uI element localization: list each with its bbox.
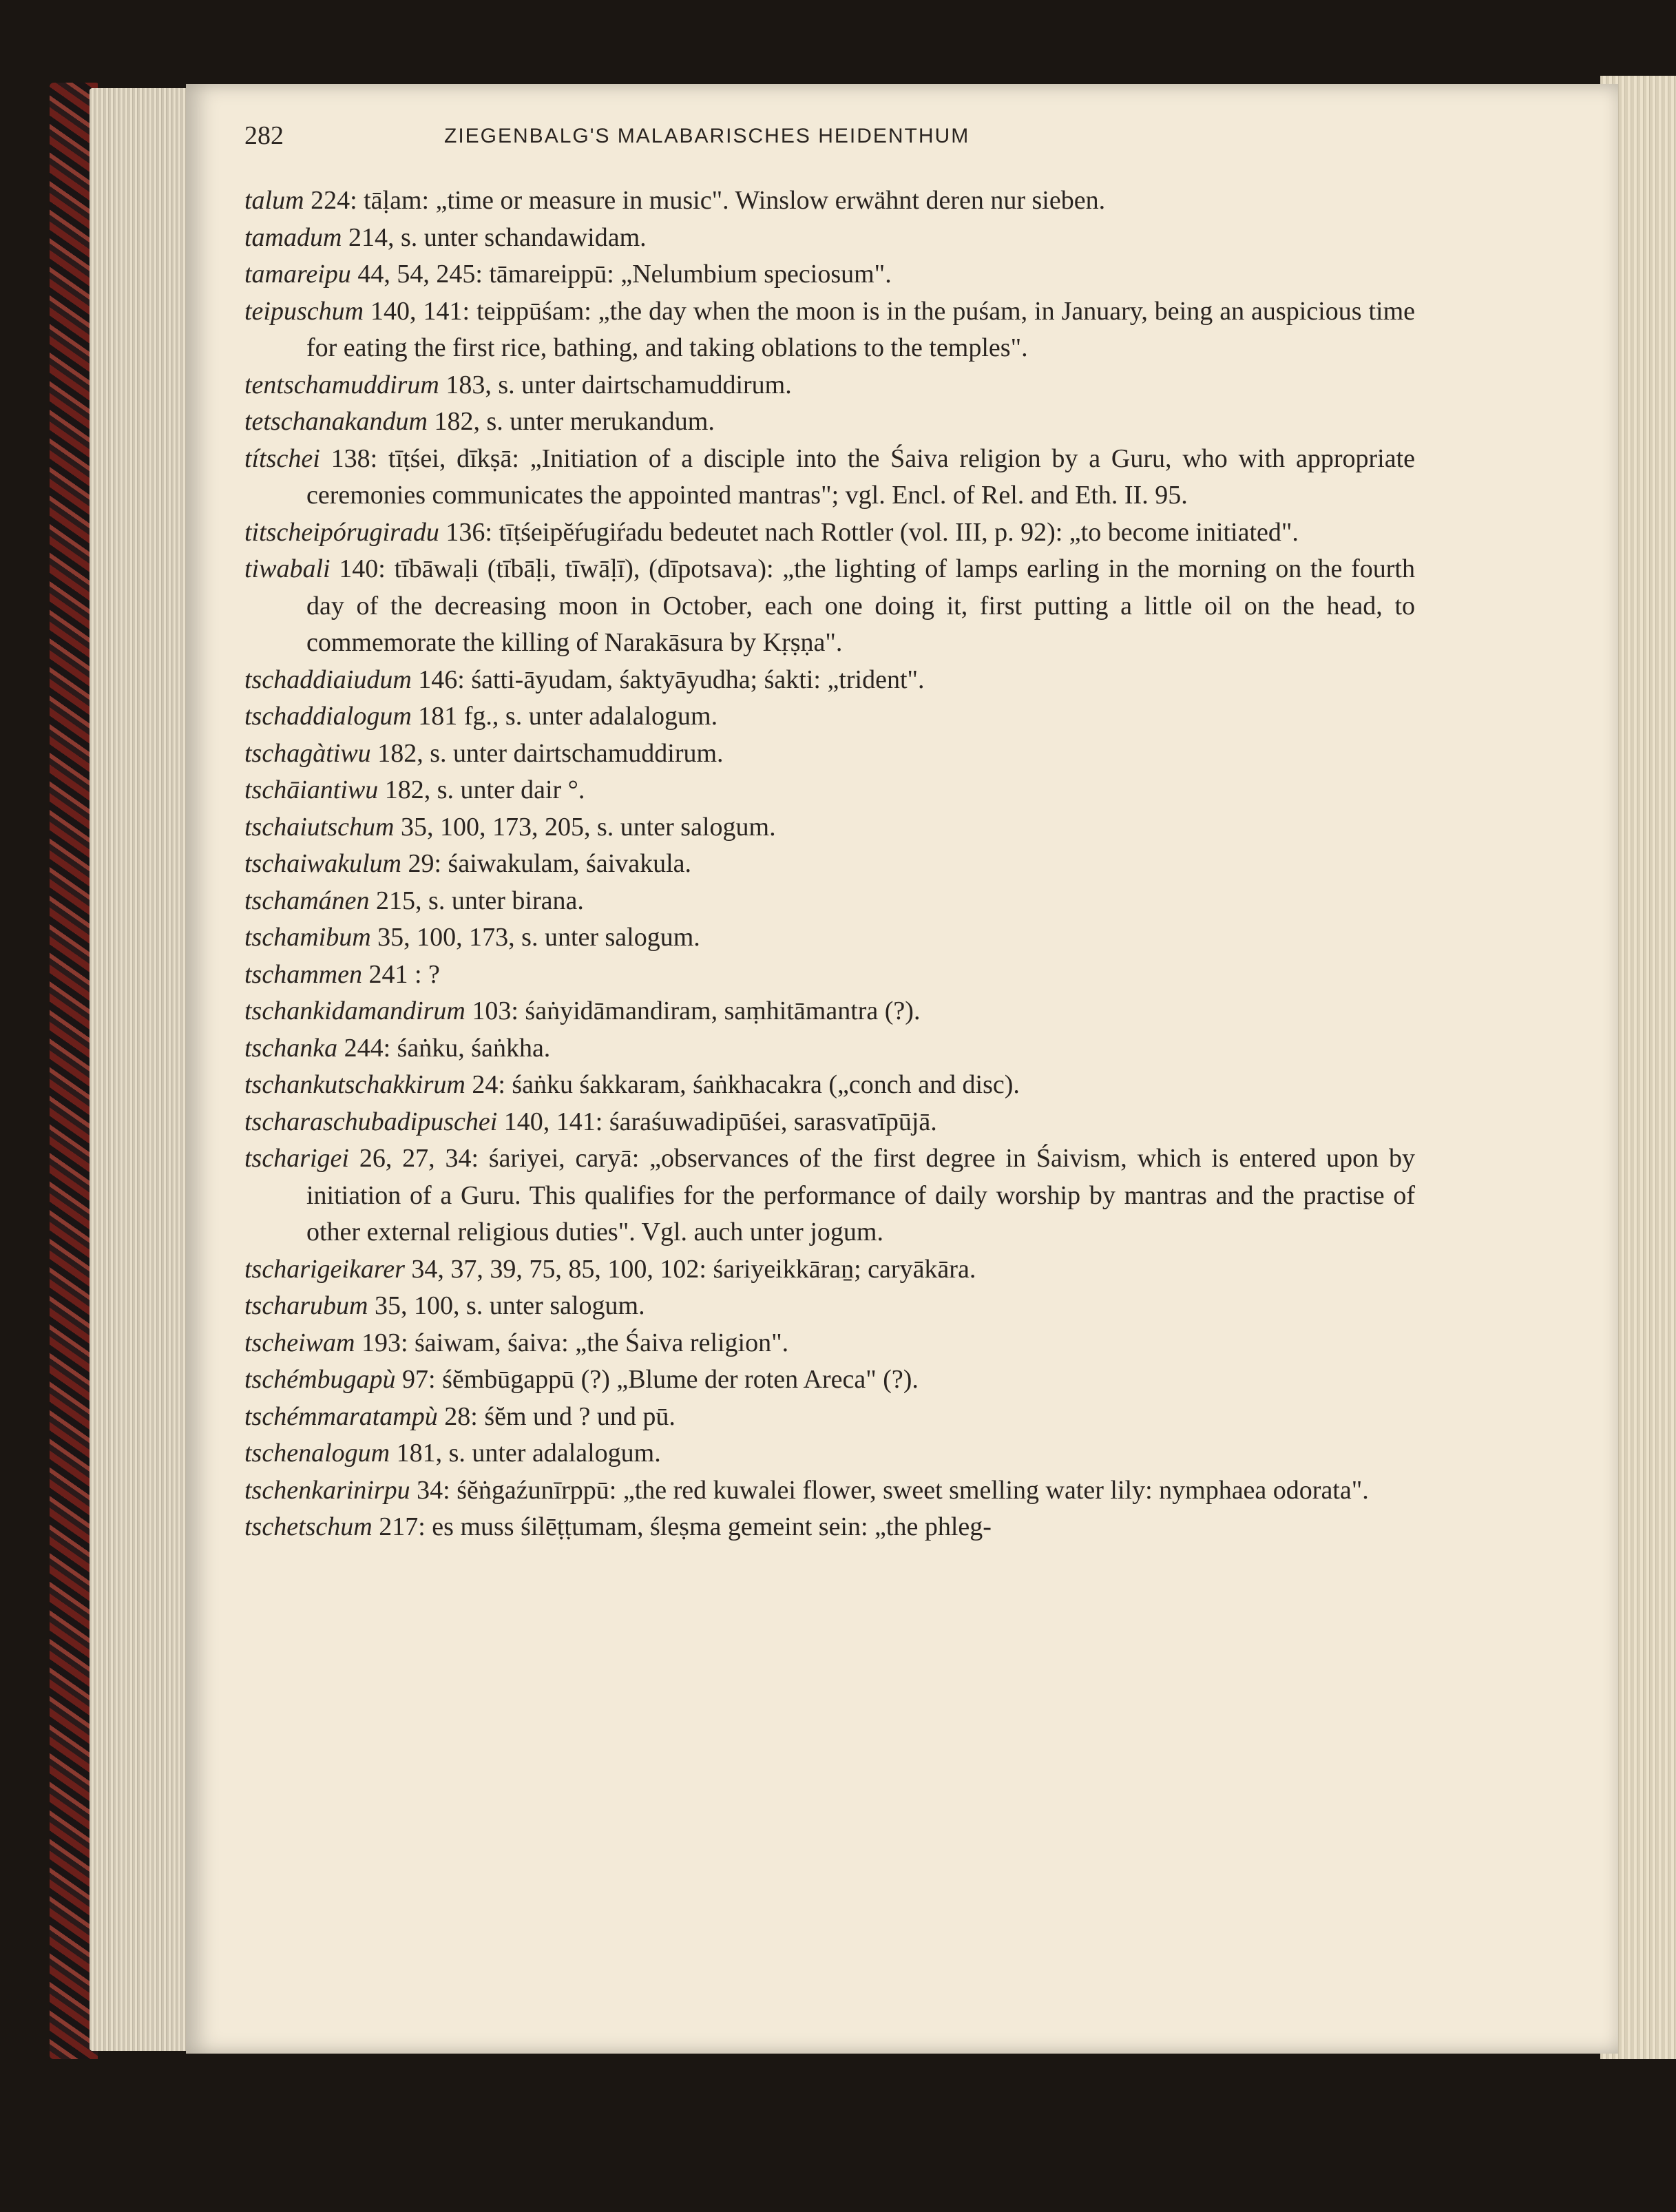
entry-headword: tschaiutschum — [244, 812, 395, 842]
entry-headword: tschémbugapù — [244, 1365, 396, 1394]
entry-headword: tscharubum — [244, 1291, 368, 1320]
glossary-entry — [244, 293, 1415, 367]
entry-text: 215, s. unter birana. — [369, 886, 584, 915]
entry-text: 35, 100, 173, s. unter salogum. — [370, 923, 700, 952]
entry-headword: tschaddiaiudum — [244, 665, 412, 694]
entry-headword: tamadum — [244, 222, 342, 252]
entry-headword: tscharigei — [244, 1144, 349, 1173]
entry-text: 224: tāḷam: „time or measure in music". Winslow erwähnt deren nur sieben. — [304, 186, 1106, 215]
entry-text: 26, 27, 34: śariyei, caryā: „observances of the first degree in Śaivism, which is entered upon by initiation of a Guru. This qualifies for the performance of daily worship by mantras and the practise of other external religious duties". Vgl. auch unter jogum. — [306, 1144, 1415, 1246]
entry-text: 140, 141: teippūśam: „the day when the moon is in the puśam, in January, being an auspicious time for eating the first rice, bathing, and taking oblations to the temples". — [306, 296, 1415, 362]
entry-headword: tscharaschubadipuschei — [244, 1107, 498, 1136]
glossary-entry — [244, 735, 1415, 773]
entry-headword: tamareipu — [244, 260, 351, 289]
glossary-entry — [244, 772, 1415, 809]
page-number: 282 — [244, 121, 284, 150]
glossary-entry — [244, 182, 1415, 220]
glossary-entry — [244, 1361, 1415, 1399]
glossary-entry — [244, 883, 1415, 920]
entry-headword: tschankutschakkirum — [244, 1070, 465, 1099]
glossary-entry — [244, 662, 1415, 699]
entry-headword: tschanka — [244, 1033, 338, 1063]
entry-headword: tschamibum — [244, 923, 371, 952]
glossary-entry — [244, 1435, 1415, 1472]
glossary-entry — [244, 809, 1415, 846]
entry-text: 34: śĕṅgaźunīrppū: „the red kuwalei flower, sweet smelling water lily: nymphaea odorata". — [410, 1475, 1369, 1505]
entry-text: 146: śatti-āyudam, śaktyāyudha; śakti: „trident". — [411, 665, 925, 694]
entry-headword: tiwabali — [244, 554, 331, 583]
entry-headword: tschankidamandirum — [244, 997, 465, 1025]
glossary-entry — [244, 404, 1415, 441]
glossary-entry — [244, 1030, 1415, 1067]
entry-text: 24: śaṅku śakkaram, śaṅkhacakra („conch and disc). — [465, 1070, 1020, 1099]
entry-text: 182, s. unter merukandum. — [427, 407, 715, 436]
entry-headword: tschaddialogum — [244, 702, 412, 731]
entry-text: 44, 54, 245: tāmareippū: „Nelumbium speciosum". — [350, 260, 892, 289]
glossary-entry — [244, 256, 1415, 293]
glossary-entry — [244, 1509, 1415, 1546]
glossary-entry — [244, 1251, 1415, 1288]
entry-text: 35, 100, s. unter salogum. — [368, 1291, 645, 1320]
glossary-entry — [244, 367, 1415, 404]
entry-text: 140, 141: śaraśuwadipūśei, sarasvatīpūjā. — [497, 1107, 937, 1136]
glossary-entry — [244, 1288, 1415, 1325]
entry-headword: teipuschum — [244, 296, 364, 326]
entry-headword: tschaiwakulum — [244, 849, 401, 878]
entry-text: 217: es muss śilēṭṭumam, śleṣma gemeint sein: „the phleg- — [372, 1512, 992, 1541]
entry-text: 140: tībāwaḷi (tībāḷi, tīwāḷī), (dīpotsava): „the lighting of lamps earling in the morning on the fourth day of the decreasing moon in October, each one doing it, first putting a little oil on the head, to commemorate the killing of Narakāsura by Kṛṣṇa". — [306, 554, 1415, 657]
entry-headword: tschamánen — [244, 886, 370, 915]
page-block-edge — [90, 88, 193, 2051]
entry-text: 214, s. unter schandawidam. — [342, 222, 647, 252]
entry-text: 181, s. unter adalalogum. — [390, 1439, 661, 1468]
glossary-entry — [244, 1325, 1415, 1362]
entry-text: 138: tīṭśei, dīkṣā: „Initiation of a disciple into the Śaiva religion by a Guru, who with appropriate ceremonies communicates the appointed mantras"; vgl. Encl. of Rel. and Eth. II. 95. — [306, 444, 1415, 510]
entry-text: 181 fg., s. unter adalalogum. — [411, 702, 718, 731]
entry-text: 97: śĕmbūgappū (?) „Blume der roten Areca" (?). — [395, 1365, 919, 1394]
entry-headword: titscheipórugiradu — [244, 517, 439, 547]
entry-text: 182, s. unter dair °. — [378, 775, 585, 804]
entry-headword: tetschanakandum — [244, 407, 428, 436]
running-title: ZIEGENBALG'S MALABARISCHES HEIDENTHUM — [444, 125, 970, 147]
entry-headword: tschammen — [244, 959, 362, 989]
glossary-entry — [244, 1140, 1415, 1251]
glossary-entry — [244, 846, 1415, 883]
entry-text: 183, s. unter dairtschamuddirum. — [439, 370, 792, 399]
entry-headword: tschémmaratampù — [244, 1401, 438, 1431]
entry-headword: talum — [244, 186, 304, 215]
glossary-entry — [244, 551, 1415, 662]
entry-text: 35, 100, 173, 205, s. unter salogum. — [394, 812, 776, 842]
glossary-entry — [244, 1399, 1415, 1436]
glossary-entry — [244, 441, 1415, 514]
entry-headword: tscheiwam — [244, 1328, 355, 1357]
entry-text: 136: tīṭśeipĕŕugiŕadu bedeutet nach Rottler (vol. III, p. 92): „to become initiated". — [439, 517, 1299, 547]
glossary-entry — [244, 993, 1415, 1030]
glossary-entry — [244, 1104, 1415, 1141]
entry-headword: tschāiantiwu — [244, 775, 379, 804]
entry-text: 182, s. unter dairtschamuddirum. — [370, 738, 724, 768]
entry-headword: títschei — [244, 444, 320, 473]
glossary-entry — [244, 957, 1415, 994]
glossary-entry — [244, 698, 1415, 735]
entry-headword: tschagàtiwu — [244, 738, 371, 768]
entry-headword: tschenkarinirpu — [244, 1475, 410, 1505]
entry-text: 34, 37, 39, 75, 85, 100, 102: śariyeikkāraṉ; caryākāra. — [404, 1254, 976, 1284]
glossary-entry — [244, 919, 1415, 957]
entry-headword: tentschamuddirum — [244, 370, 439, 399]
entry-text: 28: śĕm und ? und pū. — [437, 1401, 675, 1431]
entry-headword: tschetschum — [244, 1512, 373, 1541]
glossary-entry — [244, 514, 1415, 552]
entry-text: 244: śaṅku, śaṅkha. — [337, 1033, 551, 1063]
glossary-entries — [244, 182, 1415, 1546]
glossary-entry — [244, 1472, 1415, 1510]
entry-headword: tscharigeikarer — [244, 1254, 405, 1284]
entry-text: 193: śaiwam, śaiva: „the Śaiva religion". — [355, 1328, 789, 1357]
entry-text: 29: śaiwakulam, śaivakula. — [401, 849, 692, 878]
entry-headword: tschenalogum — [244, 1439, 390, 1468]
glossary-entry — [244, 1067, 1415, 1104]
entry-text: 241 : ? — [362, 959, 440, 989]
glossary-entry — [244, 220, 1415, 257]
entry-text: 103: śaṅyidāmandiram, saṃhitāmantra (?). — [465, 997, 921, 1025]
